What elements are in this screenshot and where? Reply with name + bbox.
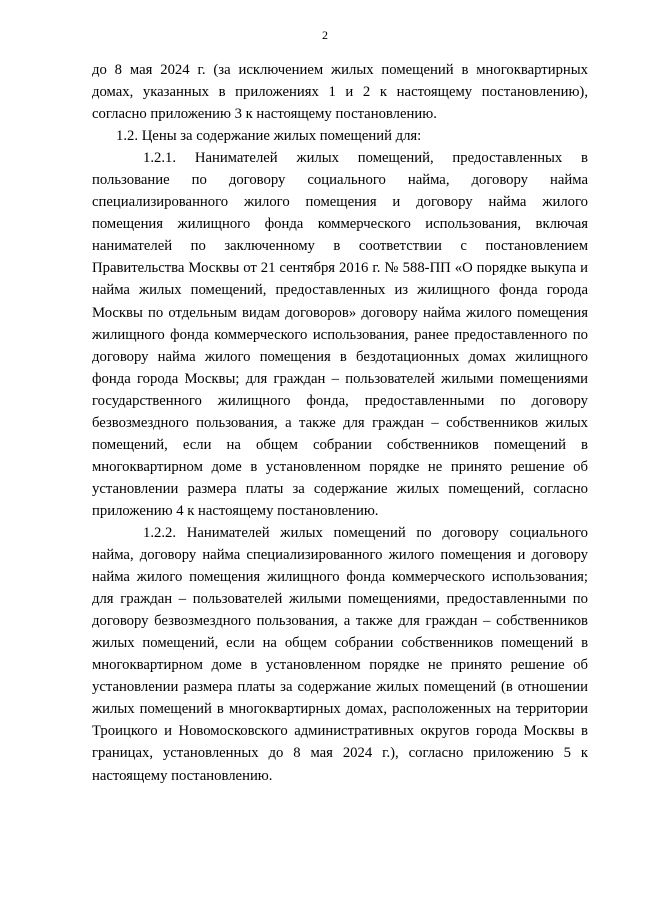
paragraph-continuation: до 8 мая 2024 г. (за исключением жилых помещений в многоквартирных домах, указанных в приложениях 1 и 2 к настоящему постановлению), согласно приложению 3 к настоящему постановлению. [92,62,588,123]
document-body [92,59,588,787]
page-number: 2 [322,28,328,42]
paragraph-1-2-heading: 1.2. Цены за содержание жилых помещений для: [116,128,422,145]
paragraph-1-2-1: 1.2.1. Нанимателей жилых помещений, предоставленных в пользование по договору социального найма, договору найма специализированного жилого помещения и договору найма жилого помещения жилищного фонда коммерческого использования, включая нанимателей по заключенному в соответствии с постановлением Правительства Москвы от 21 сентября 2016 г. № 588-ПП «О порядке выкупа и найма жилых помещений, предоставленных из жилищного фонда города Москвы по отдельным видам договоров» договору найма жилого помещения жилищного фонда коммерческого использования, ранее предоставленного по договору найма жилого помещения в бездотационных домах жилищного фонда города Москвы; для граждан – пользователей жилыми помещениями государственного жилищного фонда, предоставленными по договору безвозмездного пользования, а также для граждан – собственников жилых помещений, если на общем собрании собственников помещений в многоквартирном доме в установленном порядке не принято решение об установлении размера платы за содержание жилых помещений, согласно приложению 4 к настоящему постановлению. [92,150,588,519]
paragraph-1-2-2: 1.2.2. Нанимателей жилых помещений по договору социального найма, договору найма специализированного жилого помещения и договору найма жилого помещения жилищного фонда коммерческого использования; для граждан – пользователей жилыми помещениями, предоставленными по договору безвозмездного пользования, а также для граждан – собственников жилых помещений, если на общем собрании собственников помещений в многоквартирном доме в установленном порядке не принято решение об установлении размера платы за содержание жилых помещений (в отношении жилых помещений в многоквартирных домах, расположенных на территории Троицкого и Новомосковского административных округов города Москвы в границах, установленных до 8 мая 2024 г.), согласно приложению 5 к настоящему постановлению. [92,524,588,784]
